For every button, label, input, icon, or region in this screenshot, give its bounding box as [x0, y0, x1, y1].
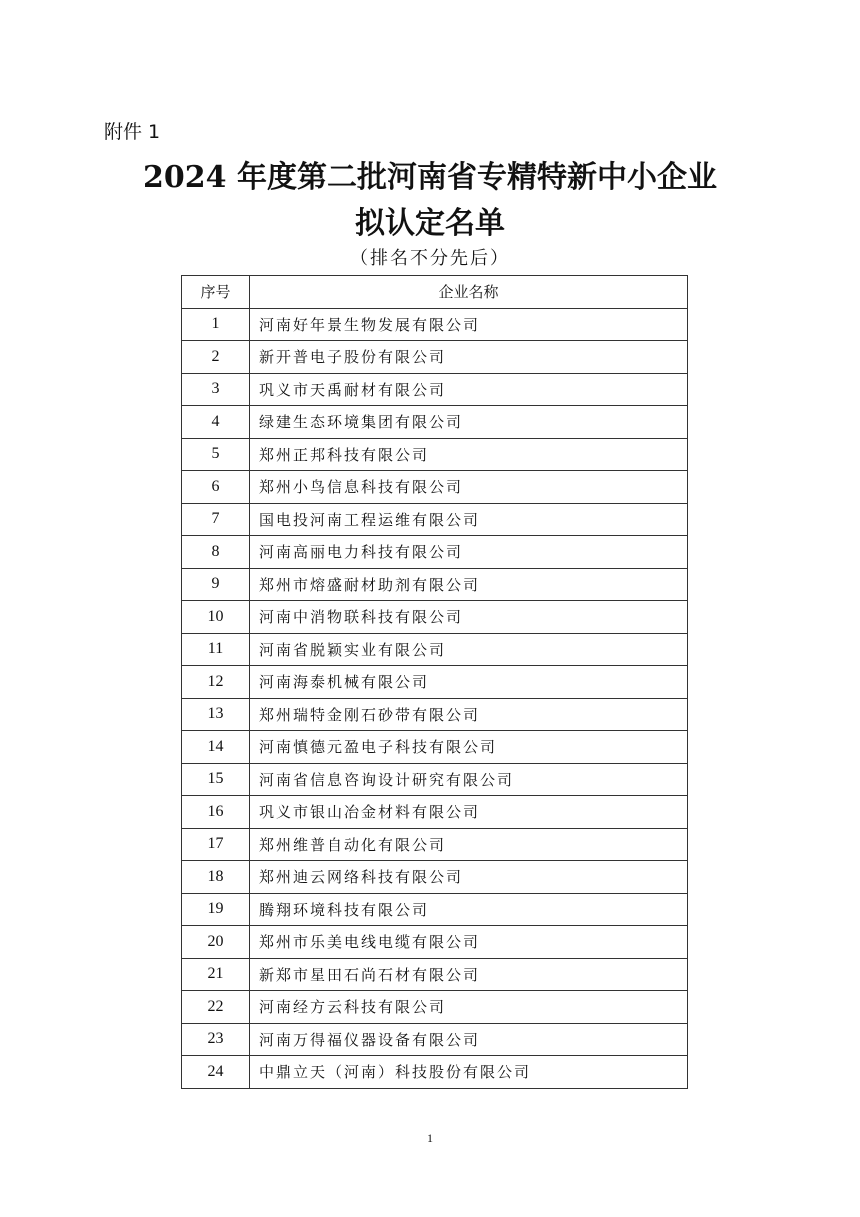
table-row — [182, 991, 688, 1024]
row-serial-number: 21 — [182, 958, 250, 991]
table-row — [182, 341, 688, 374]
table-row — [182, 666, 688, 699]
row-company-name: 巩义市银山冶金材料有限公司 — [250, 796, 688, 829]
table-row — [182, 568, 688, 601]
row-serial-number: 9 — [182, 568, 250, 601]
row-serial-number: 14 — [182, 731, 250, 764]
table-row — [182, 601, 688, 634]
table-row — [182, 438, 688, 471]
company-list-table — [181, 275, 688, 1089]
row-company-name: 河南经方云科技有限公司 — [250, 991, 688, 1024]
row-company-name: 郑州正邦科技有限公司 — [250, 438, 688, 471]
table-body — [182, 308, 688, 1088]
row-company-name: 中鼎立天（河南）科技股份有限公司 — [250, 1056, 688, 1089]
table-row — [182, 861, 688, 894]
document-title-line-1: 2024 年度第二批河南省专精特新中小企业 — [143, 160, 717, 195]
row-company-name: 郑州小鸟信息科技有限公司 — [250, 471, 688, 504]
table-row — [182, 958, 688, 991]
table-row — [182, 828, 688, 861]
row-serial-number: 22 — [182, 991, 250, 1024]
table-row — [182, 373, 688, 406]
table-header-row — [182, 276, 688, 309]
row-company-name: 河南高丽电力科技有限公司 — [250, 536, 688, 569]
row-company-name: 郑州瑞特金刚石砂带有限公司 — [250, 698, 688, 731]
row-company-name: 河南省信息咨询设计研究有限公司 — [250, 763, 688, 796]
row-company-name: 郑州迪云网络科技有限公司 — [250, 861, 688, 894]
row-serial-number: 7 — [182, 503, 250, 536]
row-serial-number: 19 — [182, 893, 250, 926]
table-row — [182, 796, 688, 829]
row-serial-number: 15 — [182, 763, 250, 796]
table-row — [182, 698, 688, 731]
row-company-name: 郑州市乐美电线电缆有限公司 — [250, 926, 688, 959]
table-row — [182, 503, 688, 536]
table-row — [182, 926, 688, 959]
row-company-name: 国电投河南工程运维有限公司 — [250, 503, 688, 536]
row-serial-number: 17 — [182, 828, 250, 861]
row-serial-number: 5 — [182, 438, 250, 471]
row-serial-number: 10 — [182, 601, 250, 634]
row-company-name: 巩义市天禹耐材有限公司 — [250, 373, 688, 406]
row-serial-number: 18 — [182, 861, 250, 894]
document-subtitle: （排名不分先后） — [350, 248, 510, 269]
header-serial-number: 序号 — [182, 276, 250, 309]
row-company-name: 河南海泰机械有限公司 — [250, 666, 688, 699]
table-row — [182, 1023, 688, 1056]
table-row — [182, 763, 688, 796]
row-serial-number: 16 — [182, 796, 250, 829]
page-number: 1 — [427, 1131, 433, 1145]
row-serial-number: 11 — [182, 633, 250, 666]
table-row — [182, 308, 688, 341]
row-serial-number: 3 — [182, 373, 250, 406]
row-serial-number: 6 — [182, 471, 250, 504]
row-company-name: 郑州维普自动化有限公司 — [250, 828, 688, 861]
row-company-name: 河南中消物联科技有限公司 — [250, 601, 688, 634]
row-company-name: 河南好年景生物发展有限公司 — [250, 308, 688, 341]
row-serial-number: 23 — [182, 1023, 250, 1056]
table-row — [182, 1056, 688, 1089]
row-company-name: 河南省脱颖实业有限公司 — [250, 633, 688, 666]
row-serial-number: 24 — [182, 1056, 250, 1089]
row-serial-number: 1 — [182, 308, 250, 341]
table-row — [182, 406, 688, 439]
table-row — [182, 536, 688, 569]
attachment-label: 附件 1 — [104, 121, 161, 143]
table-row — [182, 893, 688, 926]
table-row — [182, 731, 688, 764]
row-company-name: 河南万得福仪器设备有限公司 — [250, 1023, 688, 1056]
table-row — [182, 471, 688, 504]
row-serial-number: 8 — [182, 536, 250, 569]
header-company-name: 企业名称 — [250, 276, 688, 309]
row-serial-number: 12 — [182, 666, 250, 699]
row-company-name: 郑州市熔盛耐材助剂有限公司 — [250, 568, 688, 601]
row-company-name: 新郑市星田石尚石材有限公司 — [250, 958, 688, 991]
table-row — [182, 633, 688, 666]
row-company-name: 腾翔环境科技有限公司 — [250, 893, 688, 926]
row-company-name: 河南慎德元盈电子科技有限公司 — [250, 731, 688, 764]
row-company-name: 绿建生态环境集团有限公司 — [250, 406, 688, 439]
row-serial-number: 20 — [182, 926, 250, 959]
row-serial-number: 13 — [182, 698, 250, 731]
document-title-line-2: 拟认定名单 — [355, 206, 505, 241]
row-company-name: 新开普电子股份有限公司 — [250, 341, 688, 374]
row-serial-number: 4 — [182, 406, 250, 439]
row-serial-number: 2 — [182, 341, 250, 374]
